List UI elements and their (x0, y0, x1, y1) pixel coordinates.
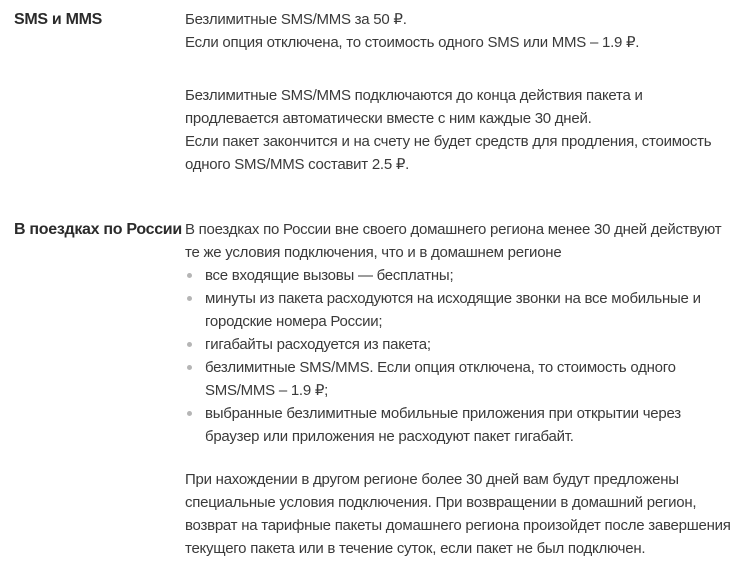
text-line: Если опция отключена, то стоимость одного SMS или MMS – 1.9 ₽. (185, 34, 640, 51)
list-item: выбранные безлимитные мобильные приложения при открытии через браузер или приложения не расходуют пакет гигабайт. (185, 402, 733, 448)
paragraph-travel-intro: В поездках по России вне своего домашнего региона менее 30 дней действуют те же условия подключения, что и в домашнем регионе (185, 221, 722, 261)
text-line: Безлимитные SMS/MMS за 50 ₽. (185, 11, 407, 28)
section-label-travel-russia: В поездках по России (14, 221, 182, 238)
paragraph-travel-outro: При нахождении в другом регионе более 30 дней вам будут предложены специальные условия подключения. При возвращении в домашний регион, возврат на тарифные пакеты домашнего региона произойдет после завершения текущего пакета или в течение суток, если пакет не был подключен. (185, 471, 731, 557)
text-line: Безлимитные SMS/MMS подключаются до конца действия пакета и продлевается автоматически вместе с ним каждые 30 дней. (185, 87, 643, 127)
list-item: безлимитные SMS/MMS. Если опция отключена, то стоимость одного SMS/MMS – 1.9 ₽; (185, 356, 733, 402)
section-content-travel-russia (185, 218, 733, 560)
paragraph-price (185, 8, 733, 54)
list-item: гигабайты расходуется из пакета; (185, 333, 733, 356)
section-travel-russia (14, 218, 735, 560)
paragraph-renewal (185, 84, 733, 176)
travel-conditions-list (185, 264, 733, 448)
list-item: все входящие вызовы — бесплатны; (185, 264, 733, 287)
section-label-sms-mms: SMS и MMS (14, 11, 103, 28)
section-content-sms-mms (185, 8, 733, 176)
section-sms-mms (14, 8, 735, 176)
list-item: минуты из пакета расходуются на исходящие звонки на все мобильные и городские номера России; (185, 287, 733, 333)
text-line: Если пакет закончится и на счету не будет средств для продления, стоимость одного SMS/MMS составит 2.5 ₽. (185, 133, 712, 173)
